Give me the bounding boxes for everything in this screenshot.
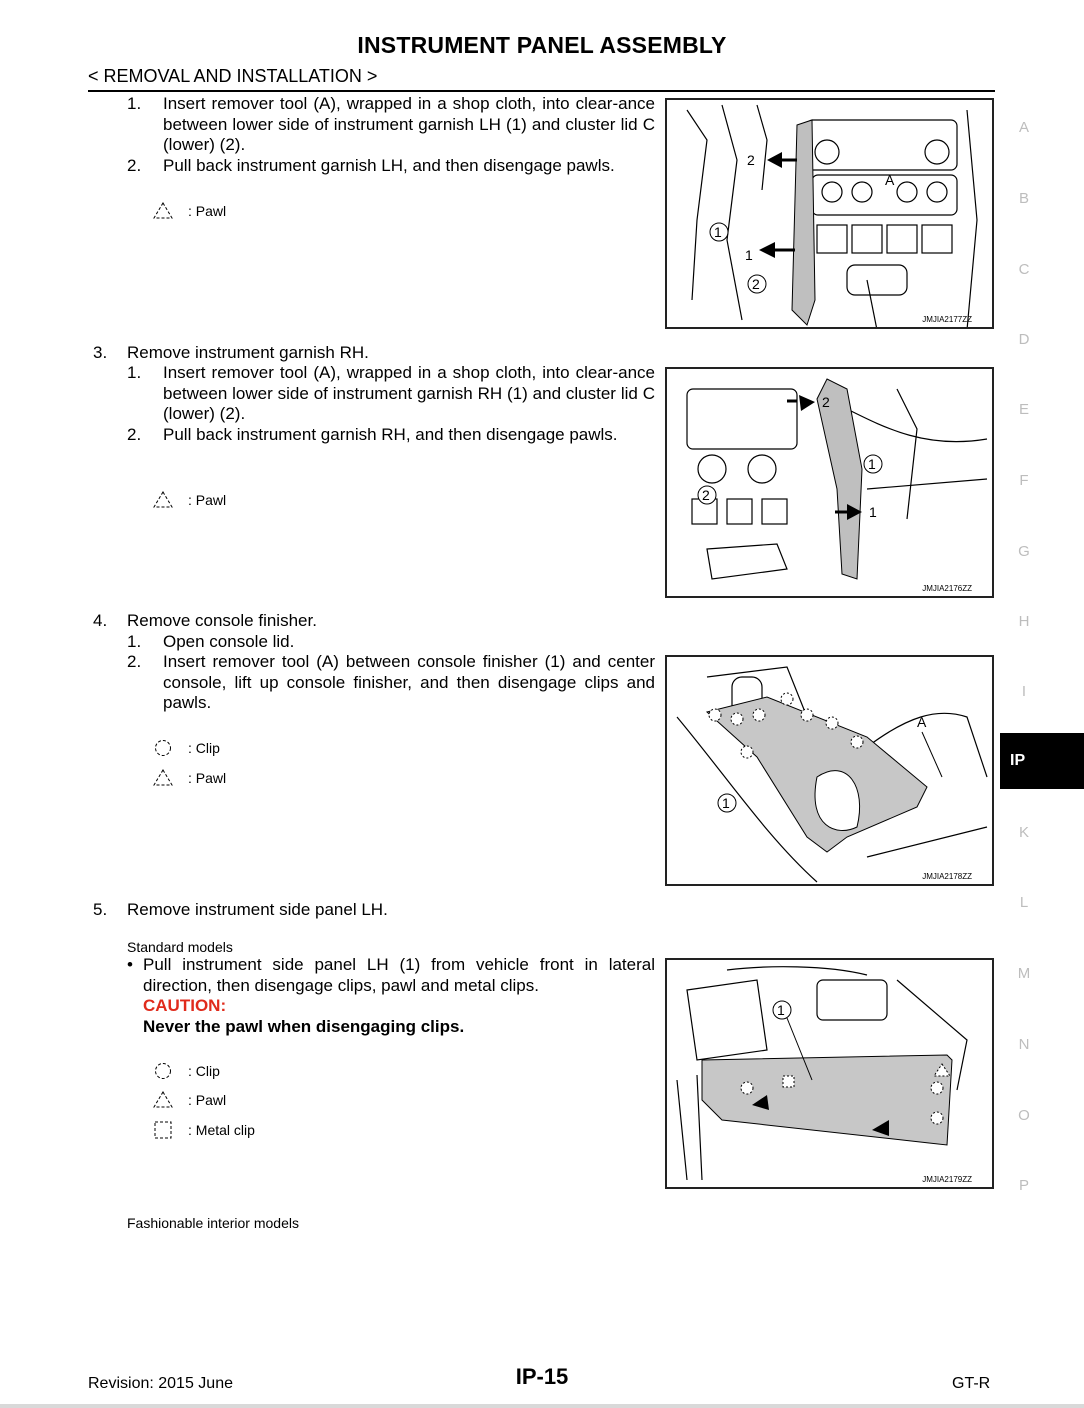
page-number: IP-15 (515, 1364, 569, 1389)
svg-text:1: 1 (868, 456, 876, 472)
svg-text:2: 2 (747, 152, 755, 168)
figure-id: JMJIA2178ZZ (922, 872, 972, 881)
side-index-c[interactable]: C (1018, 261, 1030, 278)
step-number: 2. (127, 156, 142, 175)
svg-text:2: 2 (702, 487, 710, 503)
caution-label: CAUTION: (143, 996, 227, 1015)
svg-text:2: 2 (822, 394, 830, 410)
step-number: 5. (93, 900, 108, 919)
step-heading: Remove console finisher. (127, 611, 317, 630)
figure-id: JMJIA2177ZZ (922, 315, 972, 324)
legend-clip: : Clip (188, 740, 220, 756)
step-number: 2. (127, 425, 142, 444)
page-title: INSTRUMENT PANEL ASSEMBLY (357, 32, 727, 58)
step-heading: Remove instrument garnish RH. (127, 343, 369, 362)
legend-metal-clip: : Metal clip (188, 1122, 255, 1138)
side-index-b[interactable]: B (1018, 190, 1029, 207)
page-bottom-edge (0, 1404, 1084, 1408)
figure-id: JMJIA2176ZZ (922, 584, 972, 593)
step-text: Pull instrument side panel LH (1) from vehicle front in lateral direction, then disengage clips, pawl and metal clips. (143, 955, 655, 995)
model-label: Fashionable interior models (127, 1215, 299, 1231)
step-number: 1. (127, 94, 142, 113)
header-rule (88, 90, 995, 92)
side-index-g[interactable]: G (1018, 543, 1030, 560)
step-text: Pull back instrument garnish RH, and then disengage pawls. (163, 425, 618, 444)
step-text: Open console lid. (163, 632, 295, 651)
side-index-h[interactable]: H (1018, 613, 1030, 630)
legend-clip: : Clip (188, 1063, 220, 1079)
side-index-l[interactable]: L (1019, 894, 1029, 911)
side-index-ip-active[interactable]: IP (1000, 733, 1084, 789)
metal-clip-icon (152, 1120, 174, 1140)
figure-instrument-garnish-rh (665, 367, 994, 598)
legend-pawl: : Pawl (188, 770, 227, 786)
bullet: • (127, 955, 133, 974)
svg-text:A: A (885, 172, 895, 188)
clip-icon (152, 1061, 174, 1081)
legend-pawl: : Pawl (188, 492, 227, 508)
step-number: 4. (93, 611, 108, 630)
svg-text:2: 2 (752, 276, 760, 292)
step-text: Pull back instrument garnish LH, and then disengage pawls. (163, 156, 615, 175)
svg-text:1: 1 (714, 224, 722, 240)
side-index-e[interactable]: E (1018, 401, 1029, 418)
svg-text:1: 1 (722, 795, 730, 811)
step-number: 1. (127, 632, 142, 651)
svg-text:1: 1 (745, 247, 753, 263)
side-index-p[interactable]: P (1018, 1177, 1029, 1194)
pawl-icon (152, 490, 174, 510)
svg-text:A: A (917, 714, 927, 730)
step-text: Insert remover tool (A), wrapped in a shop cloth, into clear-ance between lower side of instrument garnish RH (1) and cluster lid C (lower) (2). (163, 363, 655, 423)
side-index-k[interactable]: K (1018, 824, 1029, 841)
side-index-a[interactable]: A (1018, 119, 1029, 136)
side-index-m[interactable]: M (1017, 965, 1031, 982)
pawl-icon (152, 768, 174, 788)
legend-pawl: : Pawl (188, 1092, 227, 1108)
figure-id: JMJIA2179ZZ (922, 1175, 972, 1184)
footer-model: GT-R (952, 1375, 991, 1392)
figure-instrument-side-panel-lh (665, 958, 994, 1189)
pawl-icon (152, 201, 174, 221)
step-text: Insert remover tool (A) between console finisher (1) and center console, lift up console finisher, and then disengage clips and pawls. (163, 652, 655, 712)
pawl-icon (152, 1090, 174, 1110)
step-number: 2. (127, 652, 142, 671)
side-index-d[interactable]: D (1018, 331, 1030, 348)
step-text: Insert remover tool (A), wrapped in a shop cloth, into clear-ance between lower side of instrument garnish LH (1) and cluster lid C (lower) (2). (163, 94, 655, 154)
caution-text: Never the pawl when disengaging clips. (143, 1017, 465, 1036)
svg-text:1: 1 (777, 1002, 785, 1018)
section-subtitle: < REMOVAL AND INSTALLATION > (88, 66, 378, 86)
figure-console-finisher (665, 655, 994, 886)
side-index-f[interactable]: F (1019, 472, 1029, 489)
side-index-o[interactable]: O (1018, 1107, 1030, 1124)
step-heading: Remove instrument side panel LH. (127, 900, 388, 919)
step-number: 1. (127, 363, 142, 382)
figure-instrument-garnish-lh (665, 98, 994, 329)
footer-revision: Revision: 2015 June (88, 1375, 233, 1392)
model-label: Standard models (127, 939, 233, 955)
clip-icon (152, 738, 174, 758)
side-index-n[interactable]: N (1018, 1036, 1030, 1053)
side-index-i[interactable]: I (1021, 683, 1027, 700)
svg-text:1: 1 (869, 504, 877, 520)
legend-pawl: : Pawl (188, 203, 227, 219)
step-number: 3. (93, 343, 108, 362)
